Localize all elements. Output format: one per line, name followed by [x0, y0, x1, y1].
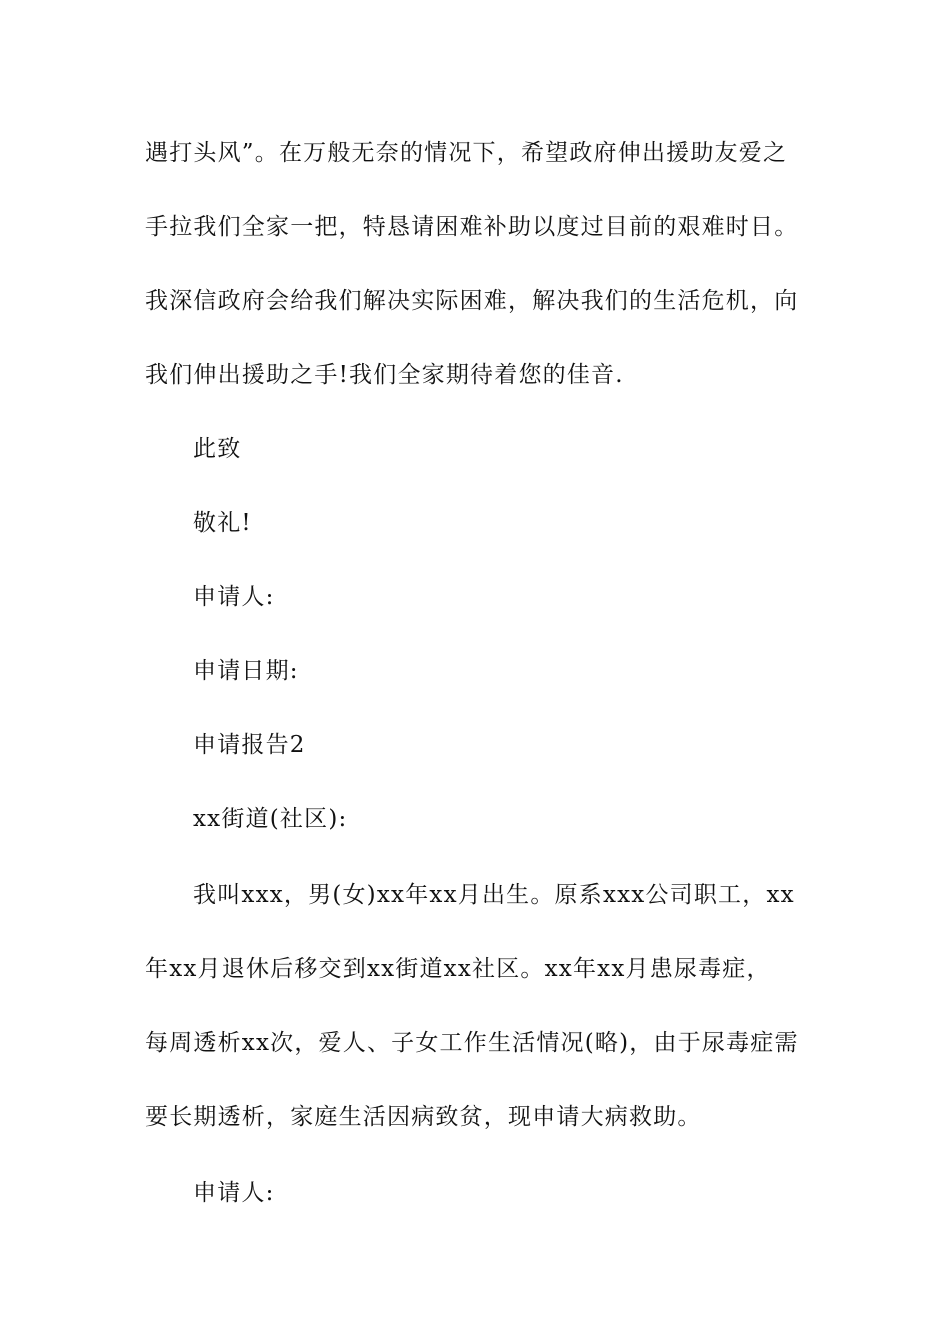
body-text-line: 我深信政府会给我们解决实际困难，解决我们的生活危机，向: [145, 288, 799, 314]
body-text-line: 遇打头风”。在万般无奈的情况下，希望政府伸出援助友爱之: [145, 140, 788, 166]
body-text-line: 要长期透析，家庭生活因病致贫，现申请大病救助。: [145, 1104, 702, 1130]
applicant-label: 申请人:: [193, 584, 275, 610]
section-title: 申请报告2: [193, 732, 306, 758]
closing-line: 敬礼!: [193, 510, 252, 536]
applicant-label: 申请人:: [193, 1180, 275, 1206]
body-text-line: 年xx月退休后移交到xx街道xx社区。xx年xx月患尿毒症，: [145, 956, 771, 982]
body-text-line: 每周透析xx次，爱人、子女工作生活情况(略)，由于尿毒症需: [145, 1030, 799, 1056]
application-date-label: 申请日期:: [193, 658, 299, 684]
body-text-line: 手拉我们全家一把，特恳请困难补助以度过目前的艰难时日。: [145, 214, 799, 240]
recipient-line: xx街道(社区):: [193, 806, 348, 832]
body-text-line: 我们伸出援助之手!我们全家期待着您的佳音.: [145, 362, 624, 388]
salutation-line: 此致: [193, 436, 242, 462]
body-text-line: 我叫xxx，男(女)xx年xx月出生。原系xxx公司职工，xx: [193, 882, 795, 908]
